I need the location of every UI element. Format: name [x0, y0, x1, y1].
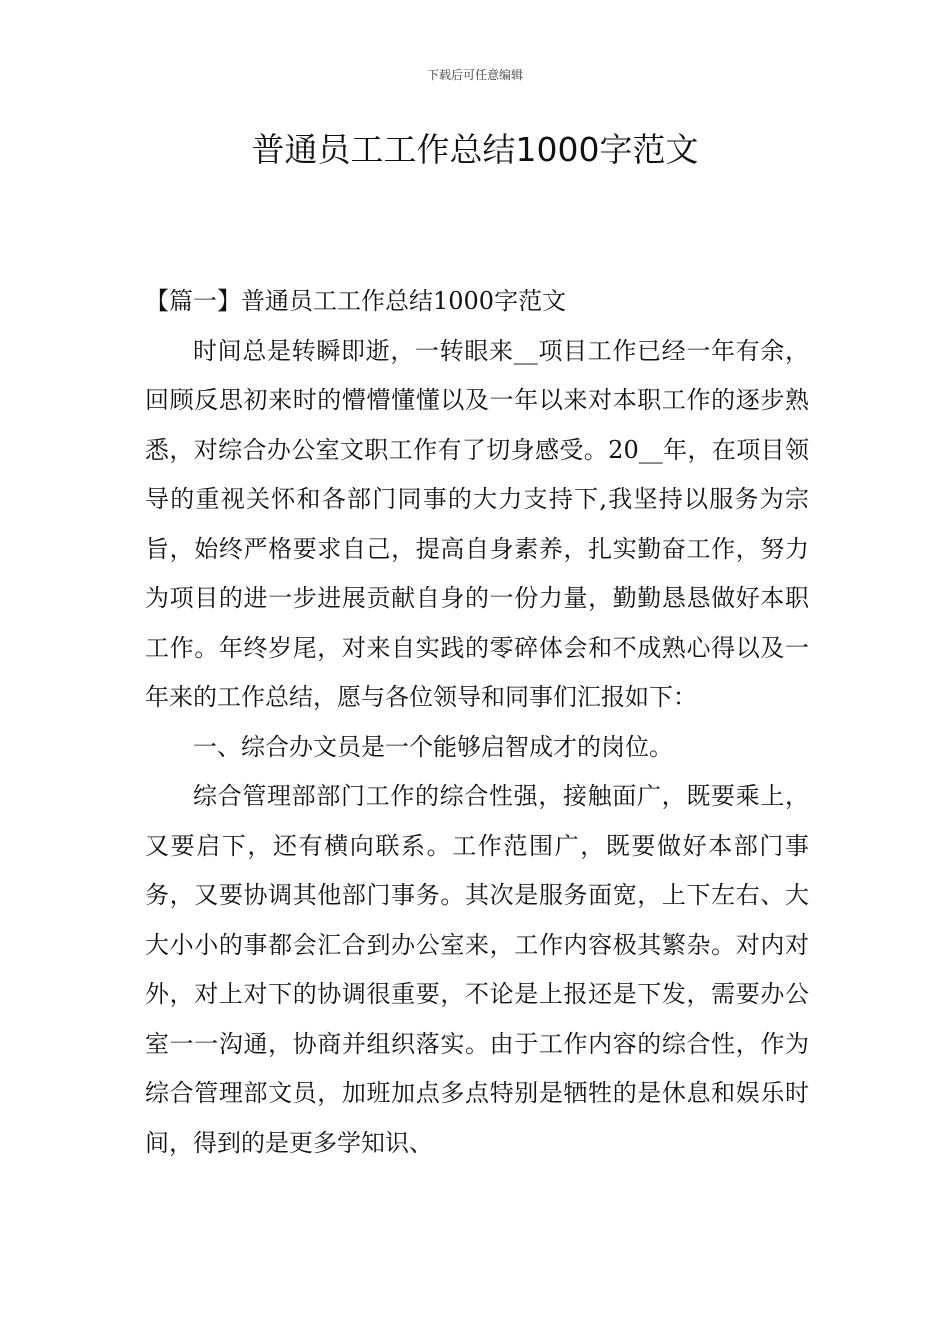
section-heading: 【篇一】普通员工工作总结1000字范文: [145, 287, 567, 315]
document-title: 普通员工工作总结1000字范文: [251, 130, 699, 169]
paragraph-body: 综合管理部部门工作的综合性强，接触面广，既要乘上，又要启下，还有横向联系。工作范围广，既要做好本部门事务，又要协调其他部门事务。其次是服务面宽，上下左右、大大小小的事都会汇合到办公室来，工作内容极其繁杂。对内对外，对上对下的协调很重要，不论是上报还是下发，需要办公室一一沟通，协商并组织落实。由于工作内容的综合性，作为综合管理部文员，加班加点多点特别是牺牲的是休息和娱乐时间，得到的是更多学知识、: [145, 782, 809, 1157]
paragraph-subheading: 一、综合办文员是一个能够启智成才的岗位。: [193, 732, 673, 761]
header-note: 下载后可任意编辑: [426, 68, 523, 82]
document-body: [145, 277, 809, 1168]
paragraph-intro: 时间总是转瞬即逝，一转眼来__项目工作已经一年有余，回顾反思初来时的懵懵懂懂以及一年以来对本职工作的逐步熟悉，对综合办公室文职工作有了切身感受。20__年，在项目领导的重视关怀和各部门同事的大力支持下,我坚持以服务为宗旨，始终严格要求自己，提高自身素养，扎实勤奋工作，努力为项目的进一步进展贡献自身的一份力量，勤勤恳恳做好本职工作。年终岁尾，对来自实践的零碎体会和不成熟心得以及一年来的工作总结，愿与各位领导和同事们汇报如下：: [145, 336, 809, 711]
